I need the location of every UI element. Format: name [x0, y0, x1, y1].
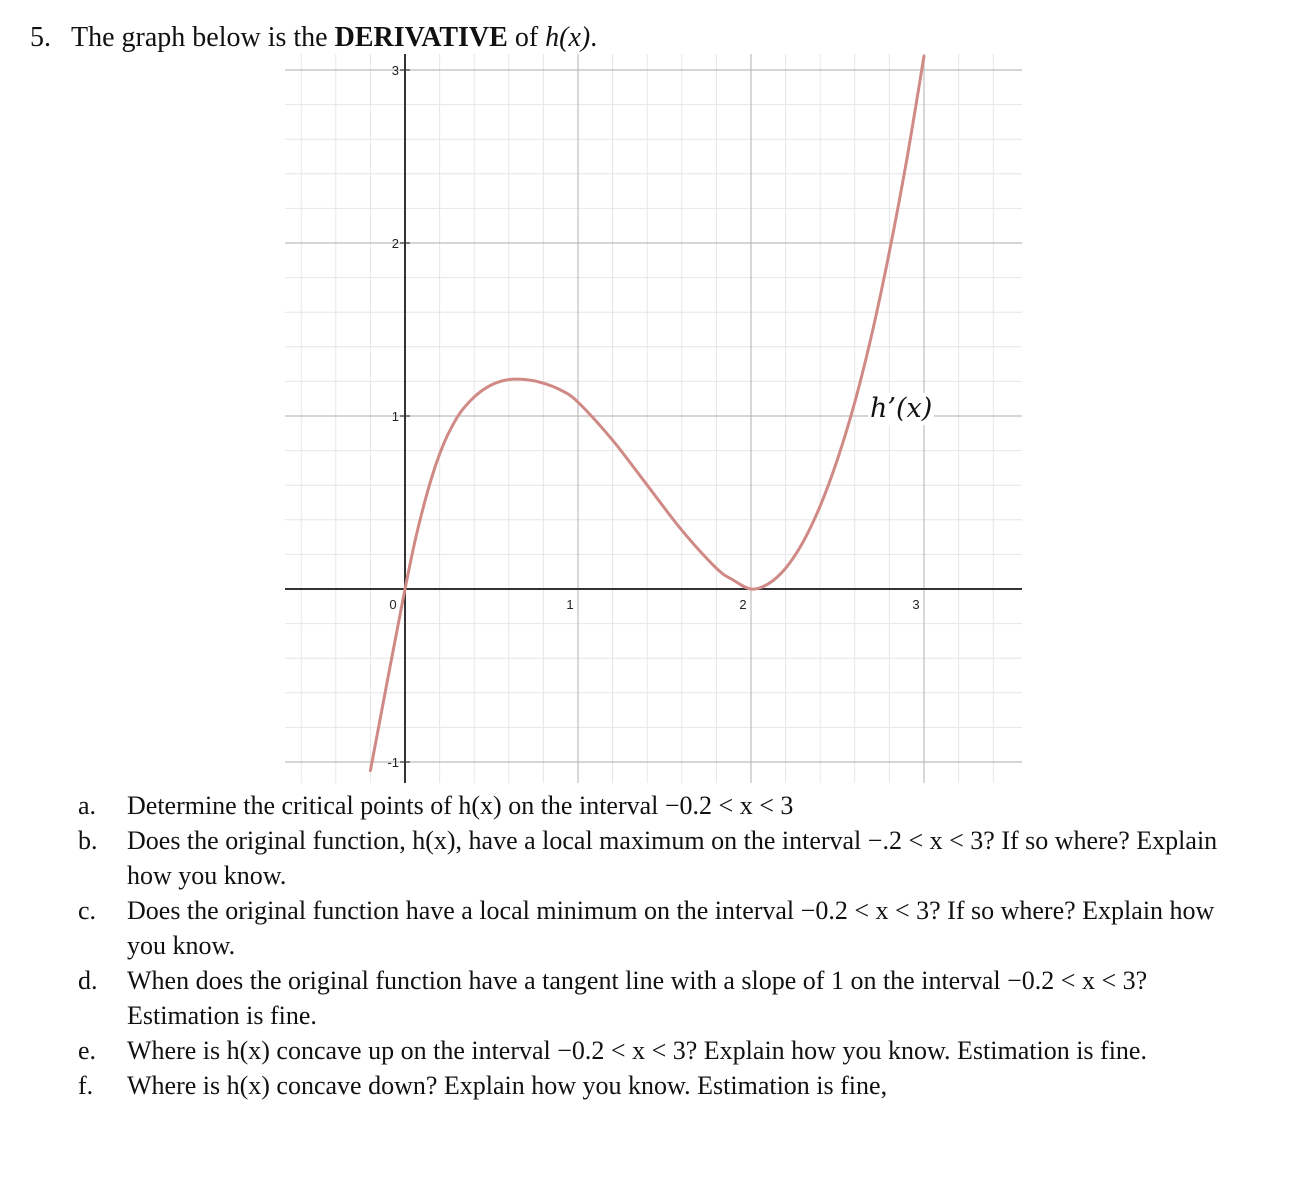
part-letter: f. — [78, 1071, 94, 1100]
part-text: Where is h(x) concave up on the interval −0.2 < x < 3? Explain how you know. Estimation is fine. — [127, 1036, 1147, 1065]
part-d — [0, 963, 1298, 1033]
part-b — [0, 823, 1298, 893]
part-text: When does the original function have a tangent line with a slope of 1 on the interval −0.2 < x < 3? Estimation is fine. — [127, 966, 1148, 1030]
question-middle: of — [514, 22, 539, 53]
part-a — [0, 788, 1298, 823]
question-parts — [0, 788, 1298, 1103]
part-letter: c. — [78, 896, 97, 925]
part-text: Does the original function have a local minimum on the interval −0.2 < x < 3? If so where? Explain how you know. — [127, 896, 1215, 960]
question-suffix: . — [590, 22, 598, 53]
part-letter: e. — [78, 1036, 97, 1065]
y-tick-label: -1 — [387, 755, 399, 770]
x-tick-label: 3 — [912, 597, 920, 612]
y-tick-label: 1 — [391, 409, 399, 424]
question-prefix: The graph below is the — [71, 22, 328, 53]
part-e — [0, 1033, 1298, 1068]
x-tick-label: 2 — [739, 597, 747, 612]
part-letter: b. — [78, 826, 98, 855]
part-letter: d. — [78, 966, 98, 995]
question-number: 5. — [30, 22, 51, 53]
part-text: Determine the critical points of h(x) on the interval −0.2 < x < 3 — [127, 791, 794, 820]
part-letter: a. — [78, 791, 97, 820]
part-text: Does the original function, h(x), have a local maximum on the interval −.2 < x < 3? If so where? Explain how you know. — [127, 826, 1218, 890]
y-tick-label: 2 — [391, 236, 399, 251]
question-function-ref: h(x) — [545, 22, 591, 53]
part-text: Where is h(x) concave down? Explain how you know. Estimation is fine, — [127, 1071, 888, 1100]
curve-label: h’(x) — [870, 393, 933, 424]
y-tick-label: 3 — [391, 63, 399, 78]
part-f — [0, 1068, 1298, 1103]
part-c — [0, 893, 1298, 963]
question-emphasis: DERIVATIVE — [334, 22, 508, 53]
x-tick-label: 1 — [566, 597, 574, 612]
x-tick-label: 0 — [389, 597, 397, 612]
